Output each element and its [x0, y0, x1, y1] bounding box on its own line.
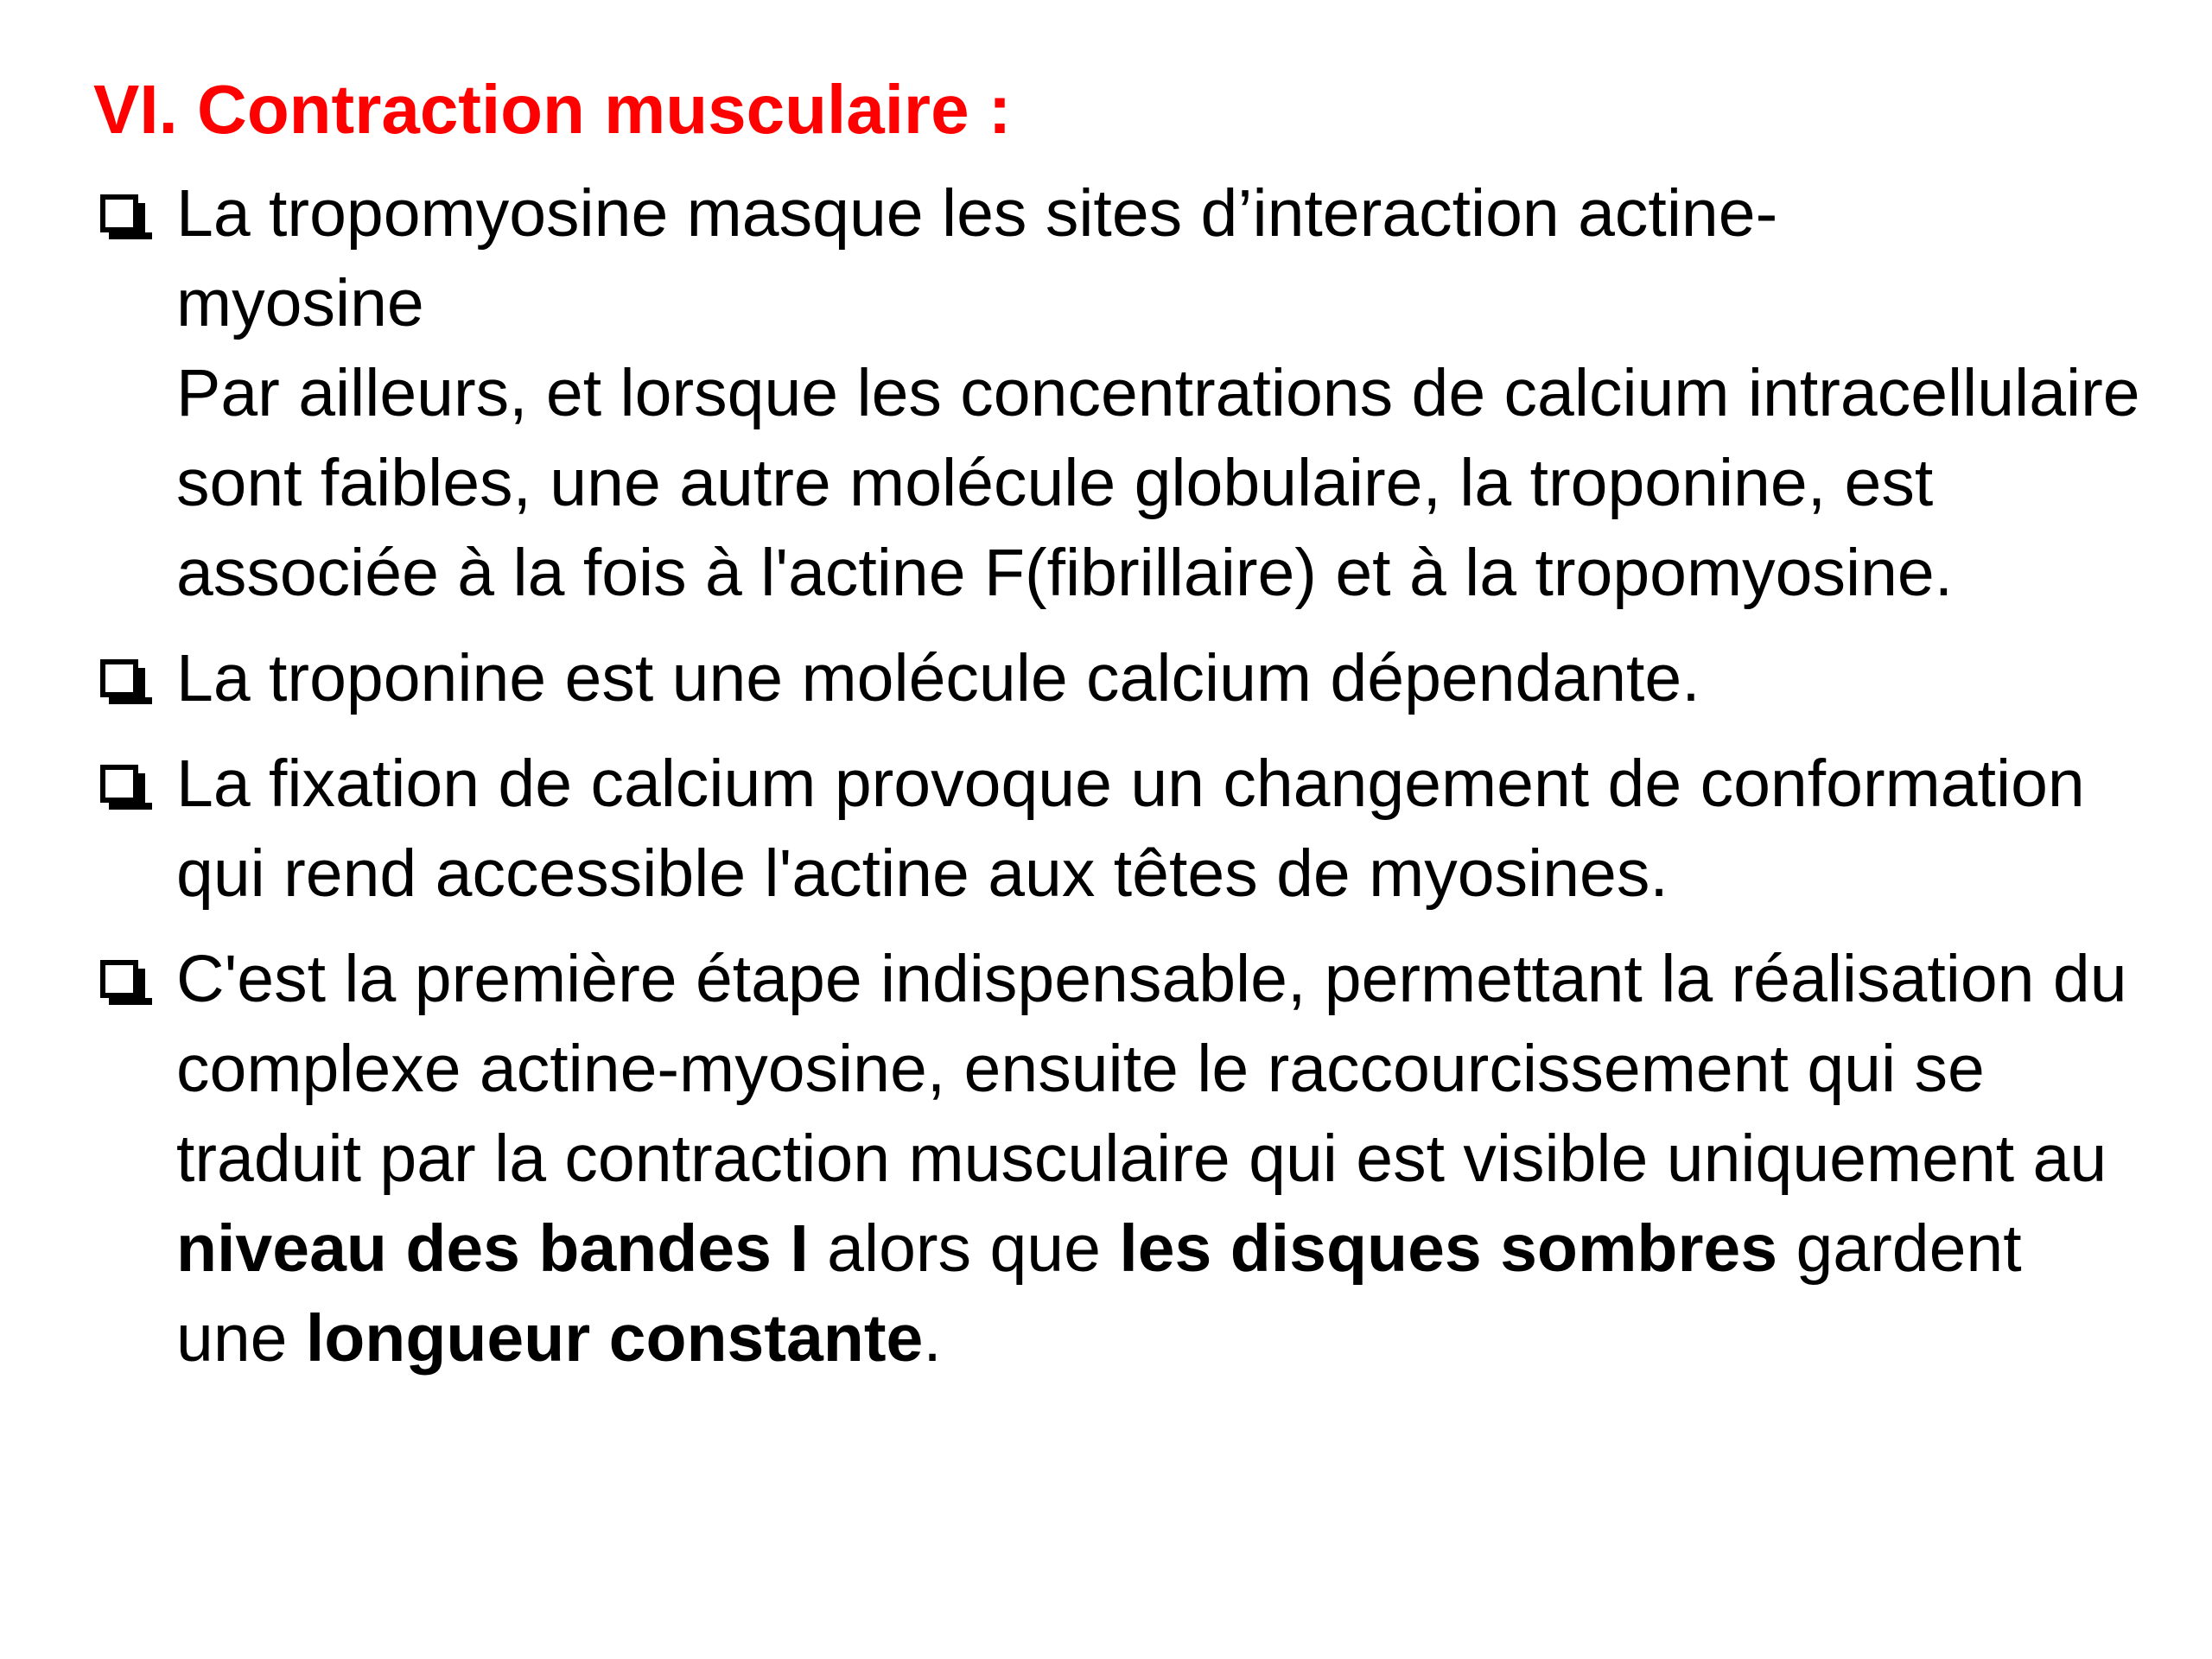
checkbox-icon	[100, 765, 138, 803]
bullet-1-paragraph2: Par ailleurs, et lorsque les concentrations de calcium intracellulaire sont faibles, une autre molécule globulaire, la troponine, est associée à la fois à l'actine F(fibrillaire) et à la tropomyosine.	[176, 356, 2140, 610]
checkbox-icon	[100, 194, 138, 232]
bullet-3-text: La fixation de calcium provoque un changement de conformation qui rend accessible l'actine aux têtes de myosines.	[176, 747, 2085, 911]
bullet-item-1	[93, 168, 2150, 618]
bullet-4-bold-c: longueur constante	[305, 1301, 924, 1376]
bullet-item-4	[93, 934, 2150, 1383]
bullet-4-text	[176, 934, 2150, 1383]
checkbox-icon	[100, 960, 138, 998]
bullet-4-bold-a: niveau des bandes I	[176, 1211, 809, 1286]
checkbox-icon	[100, 659, 138, 697]
bullet-1-line1: La tropomyosine masque les sites d’interaction actine-	[176, 176, 1778, 251]
bullet-item-3	[93, 739, 2150, 918]
bullet-2-text: La troponine est une molécule calcium dépendante.	[176, 641, 1700, 715]
bullet-1-line2: myosine	[176, 266, 424, 340]
bullet-item-2	[93, 633, 2150, 723]
bullet-4-bold-b: les disques sombres	[1119, 1211, 1778, 1286]
slide-title: VI. Contraction musculaire :	[93, 71, 1012, 148]
bullet-4-text-d: .	[923, 1301, 942, 1376]
bullet-4-text-b: alors que	[808, 1211, 1120, 1286]
bullet-list	[93, 168, 2150, 1399]
bullet-4-text-c: gardent une	[176, 1211, 2022, 1376]
bullet-4-text-a: C'est la première étape indispensable, permettant la réalisation du complexe actine-myosine, ensuite le raccourcissement qui se traduit par la contraction musculaire qui est visible uniquement au	[176, 942, 2127, 1196]
bullet-1-text	[176, 168, 2150, 348]
